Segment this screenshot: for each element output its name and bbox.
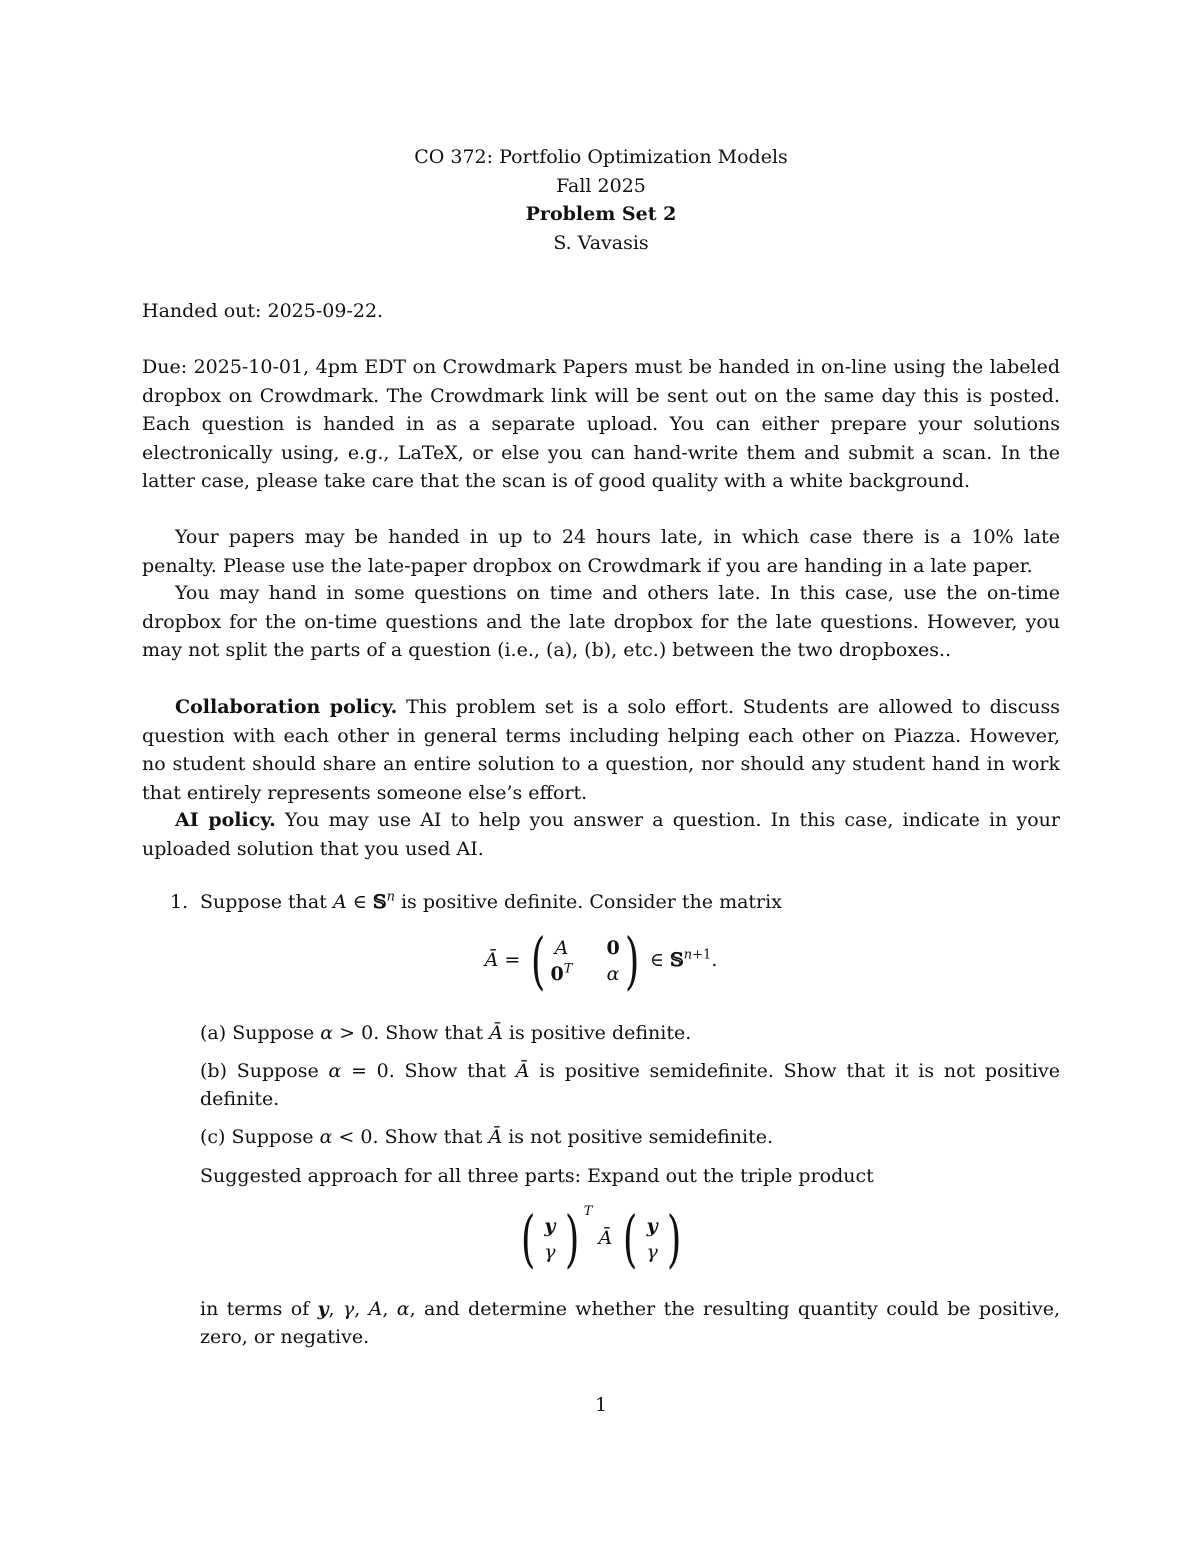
due-paragraph: Due: 2025-10-01, 4pm EDT on Crowdmark Papers must be handed in on-line using the labeled dropbox on Crowdmark. The Crowdmark link will be sent out on the same day this is posted. Each question is handed in as a separate upload. You can either prepare your solutions electronically using, e.g., LaTeX, or else you can hand-write them and submit a scan. In the latter case, please take care that the scan is of good quality with a white background. [142,356,1060,492]
matrix-equation: Ā = ( A 0 $0^T$ α ) ∈ 𝕊$^{n+1}$. [484,924,718,997]
part-a: (a) Suppose α > 0. Show that Ā is positive definite. [200,1022,692,1044]
problem-1-number: 1. [170,891,189,913]
page-number: 1 [594,1394,608,1416]
problem-1-intro: 1. Suppose that A ∈ 𝕊$^n$ is positive definite. Consider the matrix [142,888,1060,917]
ai-text: You may use AI to help you answer a question. In this case, indicate in your uploaded solution that you used AI. [142,809,1060,860]
split-paragraph: You may hand in some questions on time and others late. In this case, use the on-time dropbox for the on-time questions and the late dropbox for the late questions. However, you may not split the parts of a question (i.e., (a), (b), etc.) between the two dropboxes.. [142,582,1060,661]
ai-policy [142,806,1060,863]
ai-heading: AI policy. [175,809,276,831]
problem-set-title: Problem Set 2 [525,203,677,225]
handed-out: Handed out: 2025-09-22. [142,300,384,322]
author: S. Vavasis [553,231,649,254]
document-page [142,0,1060,1553]
term: Fall 2025 [556,174,646,197]
title-block [142,143,1060,257]
suggested-approach: Suggested approach for all three parts: Expand out the triple product [200,1165,874,1187]
triple-product: ( y γ ) $^T$ Ā ( y γ ) [520,1202,682,1275]
part-b: (b) Suppose α = 0. Show that Ā is positive semidefinite. Show that it is not positive definite. [200,1060,1060,1110]
terms-sentence: in terms of y, γ, A, α, and determine whether the resulting quantity could be positive, zero, or negative. [200,1298,1060,1348]
late-paragraph: Your papers may be handed in up to 24 hours late, in which case there is a 10% late penalty. Please use the late-paper dropbox on Crowdmark if you are handing in a late paper. [142,526,1060,577]
part-c: (c) Suppose α < 0. Show that Ā is not positive semidefinite. [200,1126,774,1148]
collaboration-text: This problem set is a solo effort. Students are allowed to discuss question with each other in general terms including helping each other on Piazza. However, no student should share an entire solution to a question, nor should any student hand in work that entirely represents someone else’s effort. [142,696,1060,804]
collaboration-policy [142,693,1060,807]
collaboration-heading: Collaboration policy. [175,696,398,718]
course-title: CO 372: Portfolio Optimization Models [414,146,788,168]
